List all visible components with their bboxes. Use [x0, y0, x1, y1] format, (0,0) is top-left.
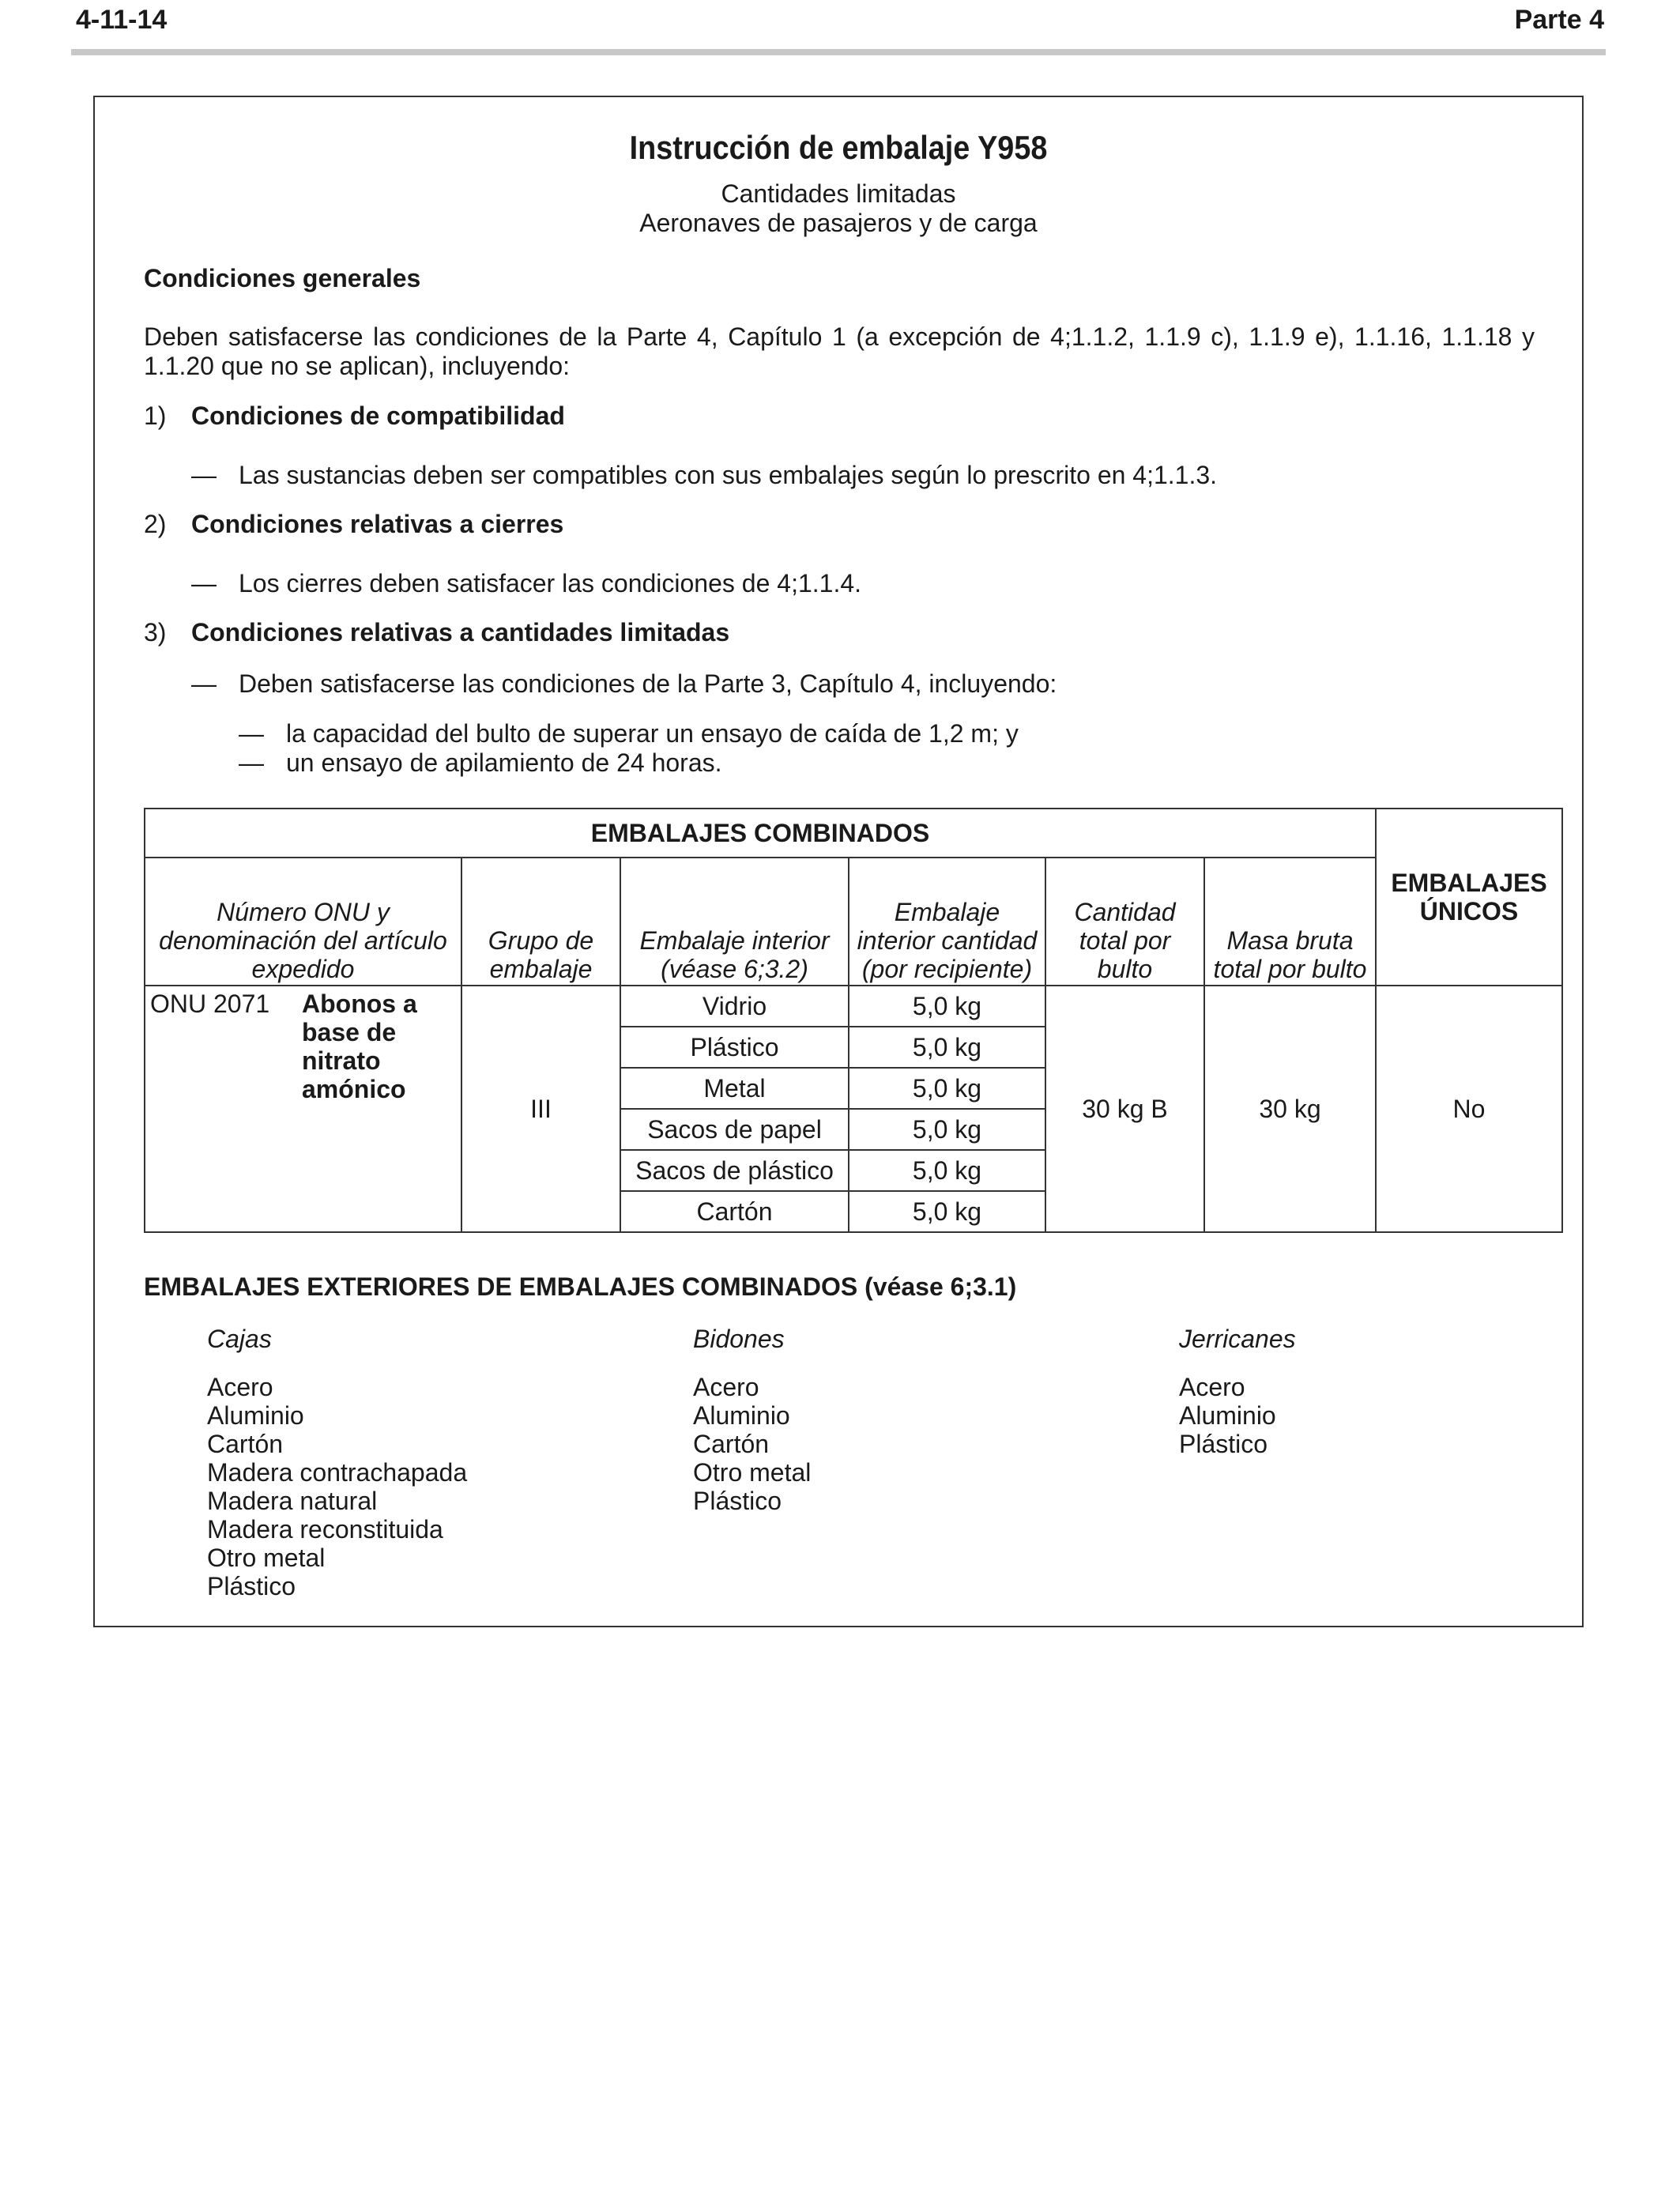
list-item: Madera natural [207, 1487, 378, 1515]
item-text: Las sustancias deben ser compatibles con sus embalajes según lo prescrito en 4;1.1.3. [239, 461, 1218, 489]
outer-column-title: Jerricanes [1179, 1325, 1296, 1353]
header-rule [71, 49, 1606, 55]
packing-group-cell: III [461, 986, 620, 1232]
inner-qty-cell: 5,0 kg [849, 1027, 1045, 1068]
col-header-inner-quantity: Embalaje interior cantidad (por recipiente) [849, 858, 1045, 986]
item-heading: Condiciones relativas a cantidades limitadas [191, 618, 730, 647]
packaging-table [144, 808, 1563, 1233]
outer-column-boxes [207, 1325, 467, 1600]
list-item: Madera contrachapada [207, 1458, 468, 1487]
onu-number: ONU 2071 [150, 990, 270, 1018]
dash: — [191, 569, 217, 598]
dash: — [191, 669, 217, 698]
inner-type-cell: Plástico [620, 1027, 849, 1068]
packing-instruction-box [93, 96, 1584, 1627]
item-text: Deben satisfacerse las condiciones de la Parte 3, Capítulo 4, incluyendo: [239, 669, 1057, 698]
gross-mass-cell: 30 kg [1204, 986, 1376, 1232]
onu-name: Abonos a base de nitrato amónico [302, 990, 417, 1103]
list-item: Aluminio [207, 1401, 304, 1430]
list-item: Acero [1179, 1373, 1245, 1401]
inner-qty-cell: 5,0 kg [849, 1150, 1045, 1191]
inner-type-cell: Sacos de papel [620, 1109, 849, 1150]
list-item: Aluminio [1179, 1401, 1276, 1430]
item-text: Los cierres deben satisfacer las condiciones de 4;1.1.4. [239, 569, 862, 598]
list-item: Plástico [693, 1487, 782, 1515]
page-part: Parte 4 [1514, 5, 1604, 35]
inner-type-cell: Vidrio [620, 986, 849, 1027]
subtitle-aircraft: Aeronaves de pasajeros y de carga [639, 209, 1038, 237]
total-quantity-cell: 30 kg B [1045, 986, 1204, 1232]
outer-column-jerricans [1179, 1325, 1296, 1458]
outer-packagings-heading: EMBALAJES EXTERIORES DE EMBALAJES COMBINADOS (véase 6;3.1) [144, 1272, 1017, 1301]
outer-column-title: Bidones [693, 1325, 785, 1353]
dash: — [191, 461, 217, 489]
inner-qty-cell: 5,0 kg [849, 986, 1045, 1027]
list-item: Aluminio [693, 1401, 790, 1430]
general-conditions-text: Deben satisfacerse las condiciones de la Parte 4, Capítulo 1 (a excepción de 4;1.1.2, 1.1.9 c), 1.1.9 e), 1.1.16, 1.1.18 y 1.1.20 que no se aplican), incluyendo: [144, 322, 1535, 380]
inner-type-cell: Sacos de plástico [620, 1150, 849, 1191]
inner-type-cell: Cartón [620, 1191, 849, 1232]
instruction-title: Instrucción de embalaje Y958 [629, 129, 1048, 166]
subitem-text: un ensayo de apilamiento de 24 horas. [286, 748, 722, 777]
list-item: Cartón [207, 1430, 284, 1458]
col-header-total-quantity: Cantidad total por bulto [1045, 858, 1204, 986]
dash: — [239, 719, 264, 748]
dash: — [239, 748, 264, 777]
inner-qty-cell: 5,0 kg [849, 1068, 1045, 1109]
combined-packagings-header: EMBALAJES COMBINADOS [145, 809, 1376, 858]
col-header-packing-group: Grupo de embalaje [461, 858, 620, 986]
inner-qty-cell: 5,0 kg [849, 1109, 1045, 1150]
inner-type-cell: Metal [620, 1068, 849, 1109]
list-item: Cartón [693, 1430, 770, 1458]
col-header-inner-packaging: Embalaje interior (véase 6;3.2) [620, 858, 849, 986]
col-header-onu: Número ONU y denominación del artículo expedido [145, 858, 461, 986]
list-item: Otro metal [693, 1458, 812, 1487]
item-number: 3) [144, 618, 167, 647]
subtitle-limited-quantities: Cantidades limitadas [721, 179, 956, 208]
list-item: Acero [207, 1373, 273, 1401]
inner-qty-cell: 5,0 kg [849, 1191, 1045, 1232]
item-number: 2) [144, 510, 167, 538]
subitem-text: la capacidad del bulto de superar un ensayo de caída de 1,2 m; y [286, 719, 1019, 748]
onu-cell [145, 986, 461, 1232]
list-item: Plástico [207, 1572, 296, 1600]
outer-column-drums [693, 1325, 811, 1515]
general-conditions-heading: Condiciones generales [144, 264, 421, 292]
single-packagings-header: EMBALAJES ÚNICOS [1376, 809, 1562, 986]
page-date: 4-11-14 [76, 5, 168, 35]
list-item: Otro metal [207, 1544, 326, 1572]
single-packagings-cell: No [1376, 986, 1562, 1232]
list-item: Acero [693, 1373, 759, 1401]
item-number: 1) [144, 401, 167, 430]
list-item: Madera reconstituida [207, 1515, 443, 1544]
col-header-gross-mass: Masa bruta total por bulto [1204, 858, 1376, 986]
list-item: Plástico [1179, 1430, 1268, 1458]
outer-column-title: Cajas [207, 1325, 272, 1353]
item-heading: Condiciones de compatibilidad [191, 401, 565, 430]
item-heading: Condiciones relativas a cierres [191, 510, 564, 538]
